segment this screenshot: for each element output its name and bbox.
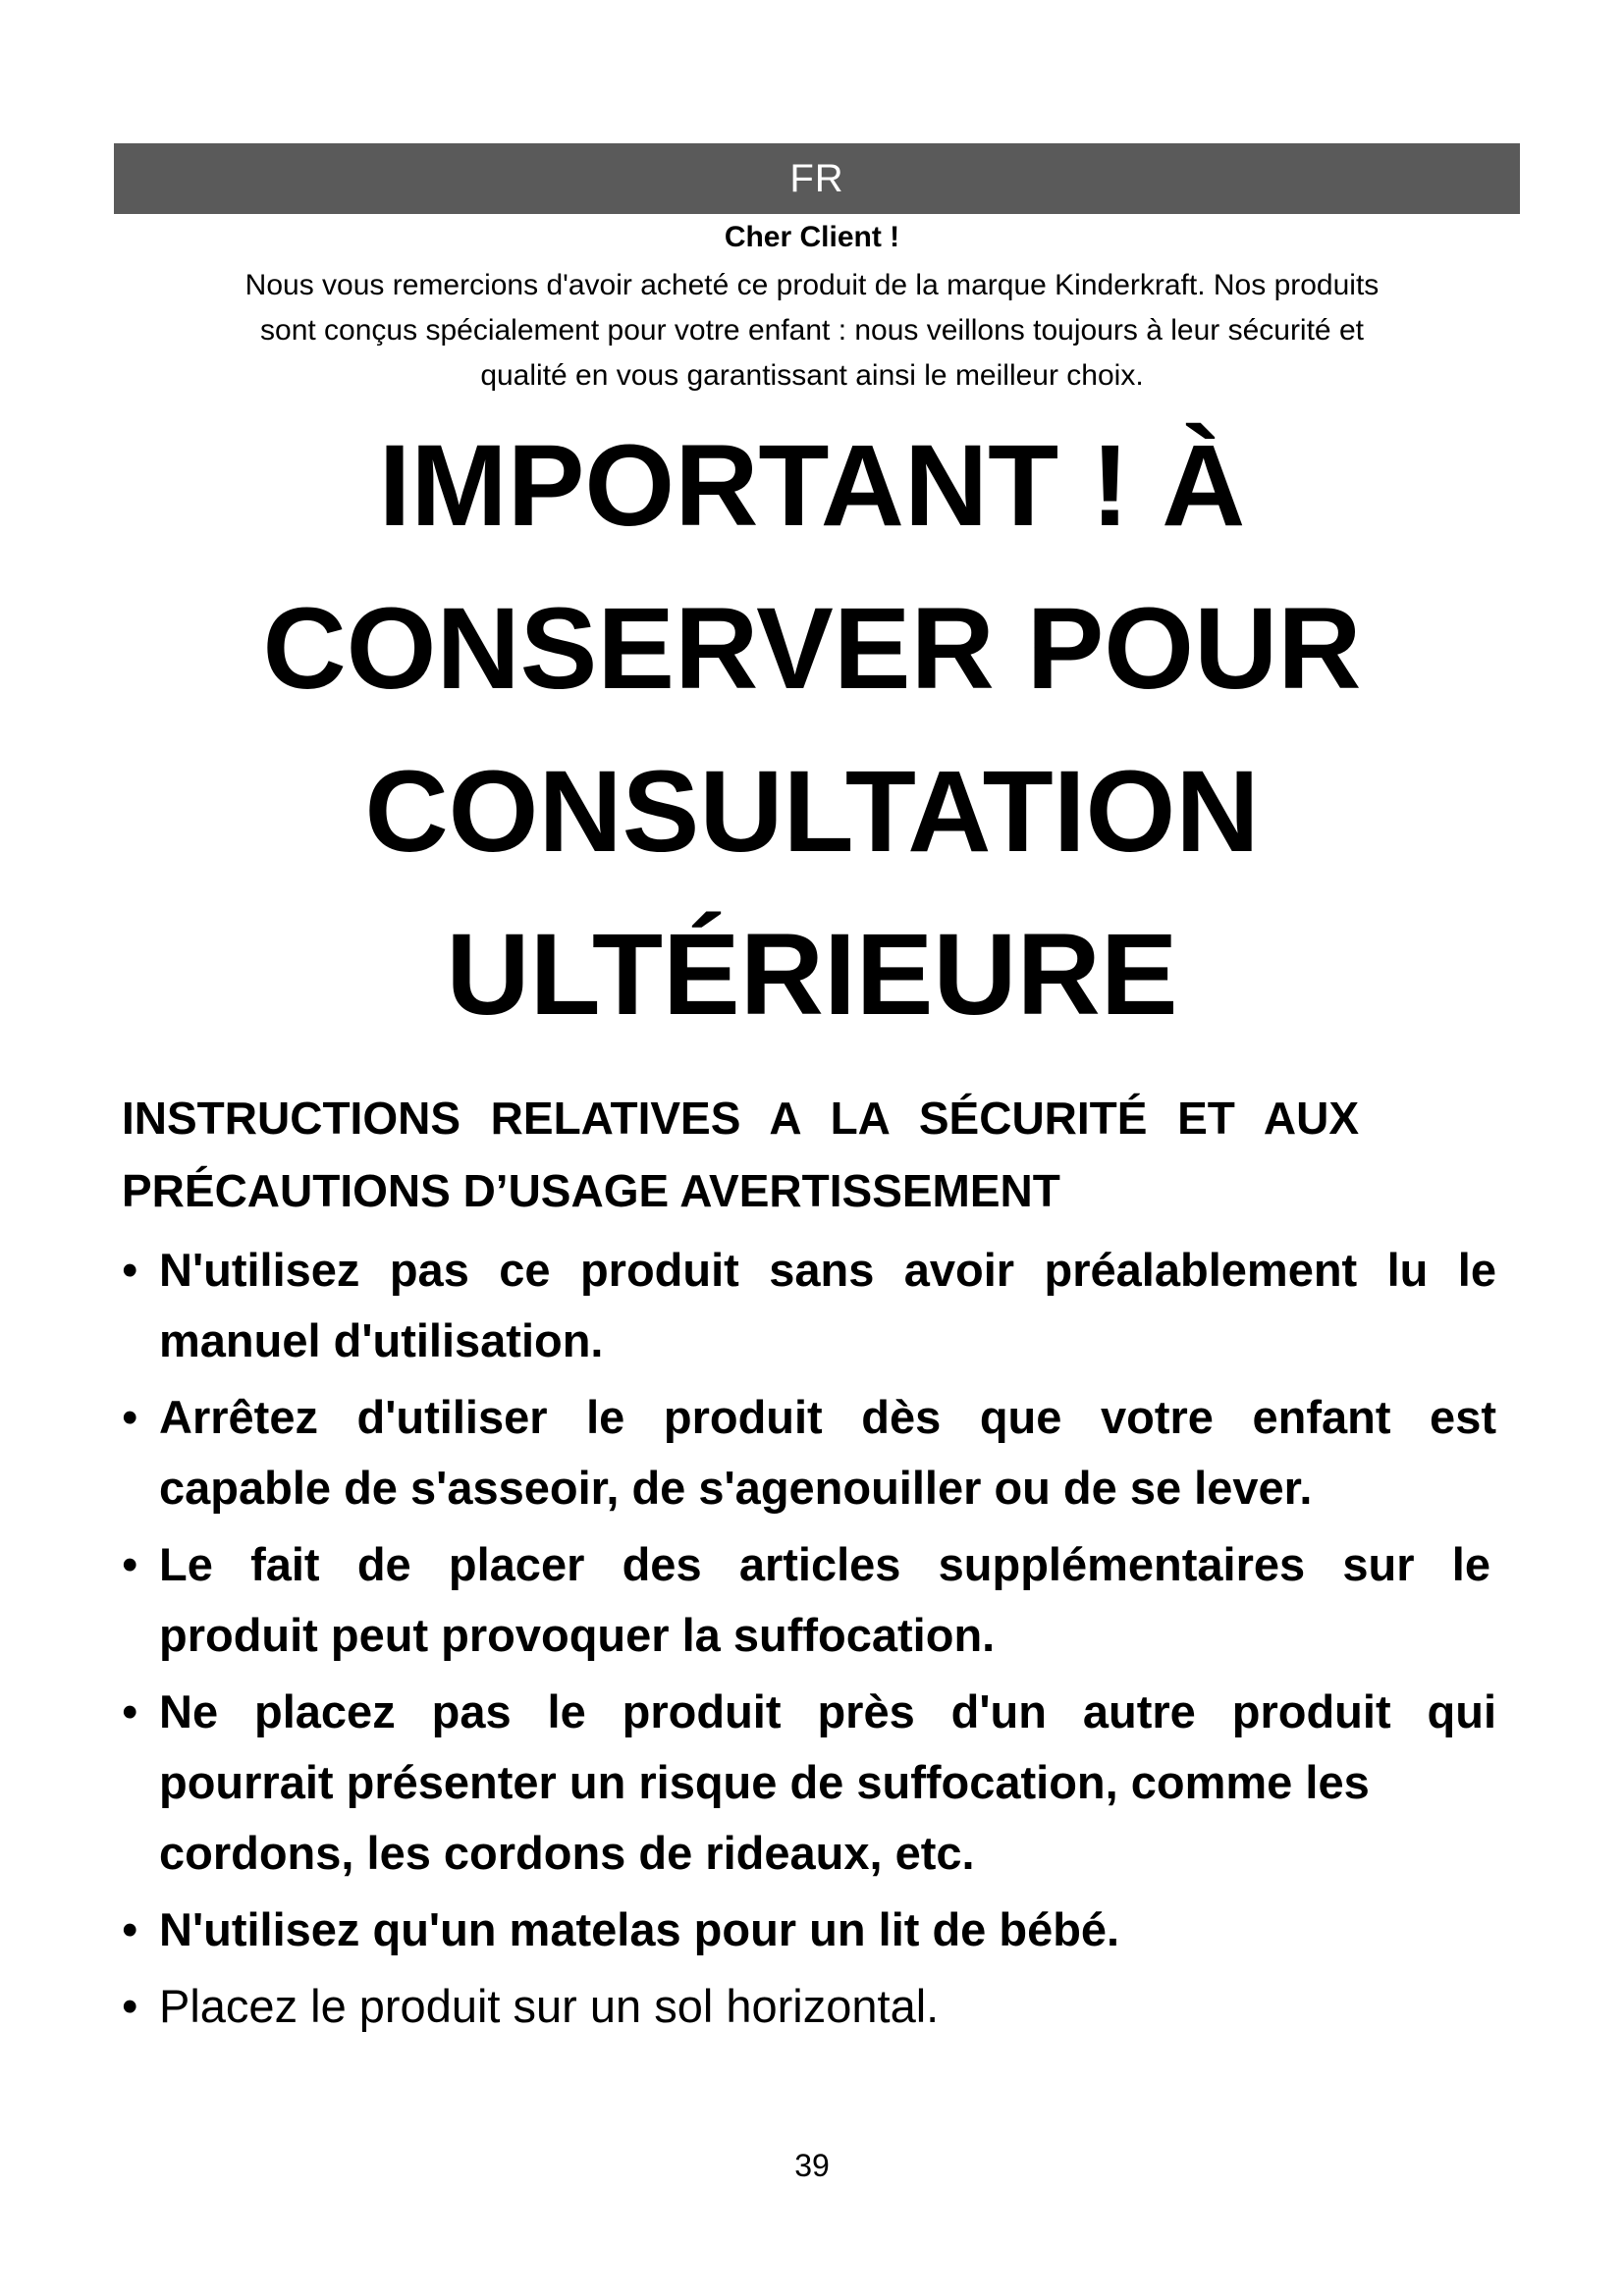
bullet-line: cordons, les cordons de rideaux, etc. (159, 1827, 975, 1879)
important-line: ULTÉRIEURE (446, 910, 1178, 1040)
bullet-line: Placez le produit sur un sol horizontal. (159, 1980, 940, 2032)
bullet-icon: • (122, 1980, 138, 2032)
intro-line: Nous vous remercions d'avoir acheté ce produit de la marque Kinderkraft. Nos produits (244, 269, 1380, 301)
bullet-line: Ne placez pas le produit près d'un autre produit qui (159, 1685, 1496, 1737)
list-item (122, 1529, 1496, 1671)
intro-line: sont conçus spécialement pour votre enfant : nous veillons toujours à leur sécurité et (260, 314, 1364, 347)
bullet-line: N'utilisez qu'un matelas pour un lit de bébé. (159, 1903, 1120, 1955)
language-code: FR (789, 157, 844, 200)
intro-paragraph (167, 263, 1457, 399)
important-line: CONSERVER POUR (262, 584, 1362, 714)
bullet-line: produit peut provoquer la suffocation. (159, 1609, 996, 1661)
list-item (122, 1895, 1496, 1965)
language-header-bar (114, 143, 1520, 214)
important-line: IMPORTANT ! À (378, 421, 1246, 551)
bullet-line: capable de s'asseoir, de s'agenouiller ou de se lever. (159, 1462, 1313, 1514)
bullet-line: manuel d'utilisation. (159, 1314, 604, 1366)
section-heading-line: INSTRUCTIONS RELATIVES A LA SÉCURITÉ ET AUX (122, 1093, 1359, 1144)
important-line: CONSULTATION (364, 747, 1260, 877)
list-item (122, 1971, 1496, 2042)
bullet-line: Le fait de placer des articles supplémentaires sur le (159, 1538, 1490, 1590)
bullet-icon: • (122, 1391, 138, 1443)
list-item (122, 1677, 1496, 1889)
intro-line: qualité en vous garantissant ainsi le meilleur choix. (480, 359, 1144, 392)
bullet-icon: • (122, 1903, 138, 1955)
list-item (122, 1382, 1496, 1523)
list-item (122, 1235, 1496, 1376)
section-heading-line: PRÉCAUTIONS D’USAGE AVERTISSEMENT (122, 1165, 1060, 1216)
bullet-icon: • (122, 1538, 138, 1590)
greeting: Cher Client ! (724, 221, 900, 253)
bullet-line: Arrêtez d'utiliser le produit dès que votre enfant est (159, 1391, 1496, 1443)
bullet-icon: • (122, 1244, 138, 1296)
bullet-line: N'utilisez pas ce produit sans avoir préalablement lu le (159, 1244, 1496, 1296)
safety-bullet-list (122, 1235, 1496, 2048)
important-notice (98, 404, 1526, 1056)
bullet-line: pourrait présenter un risque de suffocation, comme les (159, 1756, 1370, 1808)
bullet-icon: • (122, 1685, 138, 1737)
safety-section-heading (122, 1082, 1359, 1227)
page-number: 39 (794, 2148, 830, 2183)
